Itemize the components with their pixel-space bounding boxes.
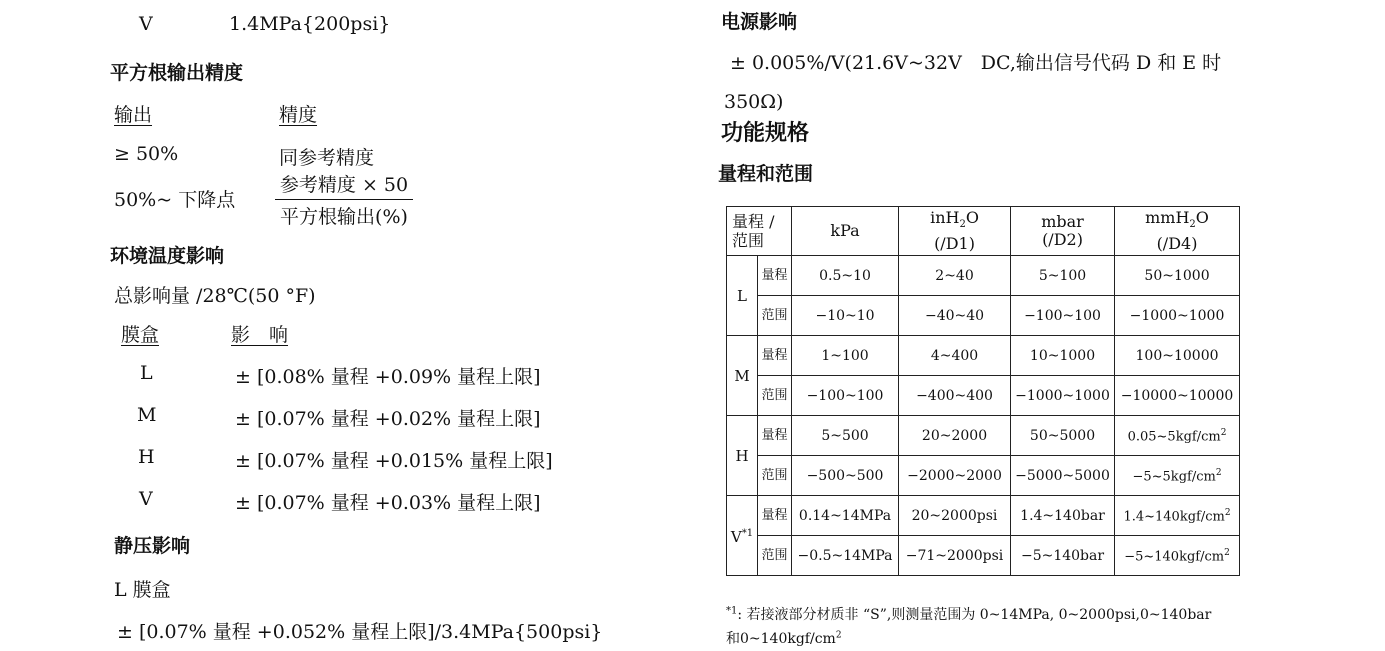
ambient-capsule-l: L	[140, 362, 153, 384]
table-corner-cell: 量程 / 范围	[727, 207, 792, 256]
table-cell: −10~10	[792, 296, 899, 336]
row-label-range: 范围	[758, 376, 792, 416]
static-capsule-l: L 膜盒	[114, 579, 171, 601]
table-row	[727, 496, 1240, 536]
row-label-span: 量程	[758, 256, 792, 296]
table-row	[727, 536, 1240, 576]
table-row	[727, 256, 1240, 296]
capsule-cell: L	[727, 256, 758, 336]
power-effect-title: 电源影响	[721, 11, 798, 33]
table-cell: 0.14~14MPa	[792, 496, 899, 536]
table-cell: 4~400	[899, 336, 1011, 376]
table-cell: −1000~1000	[1011, 376, 1115, 416]
table-cell: 20~2000	[899, 416, 1011, 456]
table-cell: −500~500	[792, 456, 899, 496]
capsule-v-value: 1.4MPa{200psi}	[229, 13, 391, 35]
ambient-capsule-m: M	[137, 404, 157, 426]
table-row	[727, 416, 1240, 456]
row-label-span: 量程	[758, 416, 792, 456]
table-row	[727, 376, 1240, 416]
table-cell: 20~2000psi	[899, 496, 1011, 536]
table-header-row	[727, 207, 1240, 256]
table-cell: −71~2000psi	[899, 536, 1011, 576]
row-label-range: 范围	[758, 536, 792, 576]
table-cell: −10000~10000	[1115, 376, 1240, 416]
capsule-cell: H	[727, 416, 758, 496]
table-cell: −100~100	[1011, 296, 1115, 336]
row-label-range: 范围	[758, 456, 792, 496]
static-pressure-title: 静压影响	[114, 535, 191, 557]
table-cell: 0.5~10	[792, 256, 899, 296]
footnote-line2: 和$0\sim 140kgf/cm^2$	[726, 630, 842, 647]
table-row	[727, 296, 1240, 336]
col-inh2o: inH$_2$O (/D1)	[899, 207, 1011, 256]
ambient-capsule-v: V	[139, 488, 153, 510]
sqrt-output-header: 输出	[114, 104, 153, 126]
table-cell: −5~140bar	[1011, 536, 1115, 576]
table-cell: 1.4~140bar	[1011, 496, 1115, 536]
table-cell: 10~1000	[1011, 336, 1115, 376]
ambient-effect-m: ± [0.07% 量程 +0.02% 量程上限]	[235, 408, 541, 430]
table-cell: −0.5~14MPa	[792, 536, 899, 576]
table-cell: −400~400	[899, 376, 1011, 416]
fraction-denominator: 平方根输出(%)	[280, 206, 408, 228]
col-mmh2o: mmH$_2$O (/D4)	[1115, 207, 1240, 256]
fraction-numerator: 参考精度 × 50	[275, 170, 413, 200]
capsule-v-label: V	[139, 13, 153, 35]
power-effect-line2: 350Ω)	[724, 91, 784, 113]
sqrt-accuracy-row1: 同参考精度	[279, 147, 375, 169]
table-cell: $-5\sim 140kgf/cm^2$	[1115, 536, 1240, 576]
table-cell: $1.4\sim 140kgf/cm^2$	[1115, 496, 1240, 536]
table-cell: 50~5000	[1011, 416, 1115, 456]
function-spec-title: 功能规格	[721, 121, 810, 146]
row-label-range: 范围	[758, 296, 792, 336]
sqrt-accuracy-fraction	[275, 170, 413, 229]
table-cell: 2~40	[899, 256, 1011, 296]
span-range-title: 量程和范围	[718, 163, 814, 185]
ambient-effect-h: ± [0.07% 量程 +0.015% 量程上限]	[235, 450, 553, 472]
ambient-total-effect: 总影响量 /28℃(50 °F)	[114, 285, 316, 307]
row-label-span: 量程	[758, 496, 792, 536]
ambient-temp-title: 环境温度影响	[110, 245, 225, 267]
ambient-capsule-header: 膜盒	[120, 324, 159, 346]
capsule-cell: M	[727, 336, 758, 416]
table-cell: 50~1000	[1115, 256, 1240, 296]
footnote-line1: $^{*1}$: 若接液部分材质非 “S”,则测量范围为 0~14MPa, 0~2000psi,0~140bar	[726, 605, 1212, 623]
table-cell: 100~10000	[1115, 336, 1240, 376]
table-cell: −5000~5000	[1011, 456, 1115, 496]
table-cell: 5~500	[792, 416, 899, 456]
ambient-effect-header: 影 响	[231, 324, 289, 346]
table-cell: −1000~1000	[1115, 296, 1240, 336]
span-range-table	[726, 206, 1240, 576]
sqrt-output-row1: ≥ 50%	[114, 143, 179, 165]
table-cell: $0.05\sim 5kgf/cm^2$	[1115, 416, 1240, 456]
col-kpa: kPa	[792, 207, 899, 256]
col-mbar: mbar (/D2)	[1011, 207, 1115, 256]
table-cell: −2000~2000	[899, 456, 1011, 496]
sqrt-accuracy-header: 精度	[279, 104, 318, 126]
table-cell: −100~100	[792, 376, 899, 416]
power-effect-line1: ± 0.005%/V(21.6V~32V DC,输出信号代码 D 和 E 时	[730, 52, 1222, 74]
table-cell: 1~100	[792, 336, 899, 376]
static-pressure-value: ± [0.07% 量程 +0.052% 量程上限]/3.4MPa{500psi}	[117, 621, 603, 643]
ambient-effect-v: ± [0.07% 量程 +0.03% 量程上限]	[235, 492, 541, 514]
table-cell: −40~40	[899, 296, 1011, 336]
ambient-capsule-h: H	[138, 446, 155, 468]
sqrt-accuracy-title: 平方根输出精度	[110, 62, 244, 84]
table-cell: 5~100	[1011, 256, 1115, 296]
sqrt-output-row2: 50%~ 下降点	[114, 189, 236, 211]
table-row	[727, 456, 1240, 496]
table-cell: $-5\sim 5kgf/cm^2$	[1115, 456, 1240, 496]
table-row	[727, 336, 1240, 376]
table-body	[727, 256, 1240, 576]
capsule-cell: $V^{*1}$	[727, 496, 758, 576]
row-label-span: 量程	[758, 336, 792, 376]
ambient-effect-l: ± [0.08% 量程 +0.09% 量程上限]	[235, 366, 541, 388]
